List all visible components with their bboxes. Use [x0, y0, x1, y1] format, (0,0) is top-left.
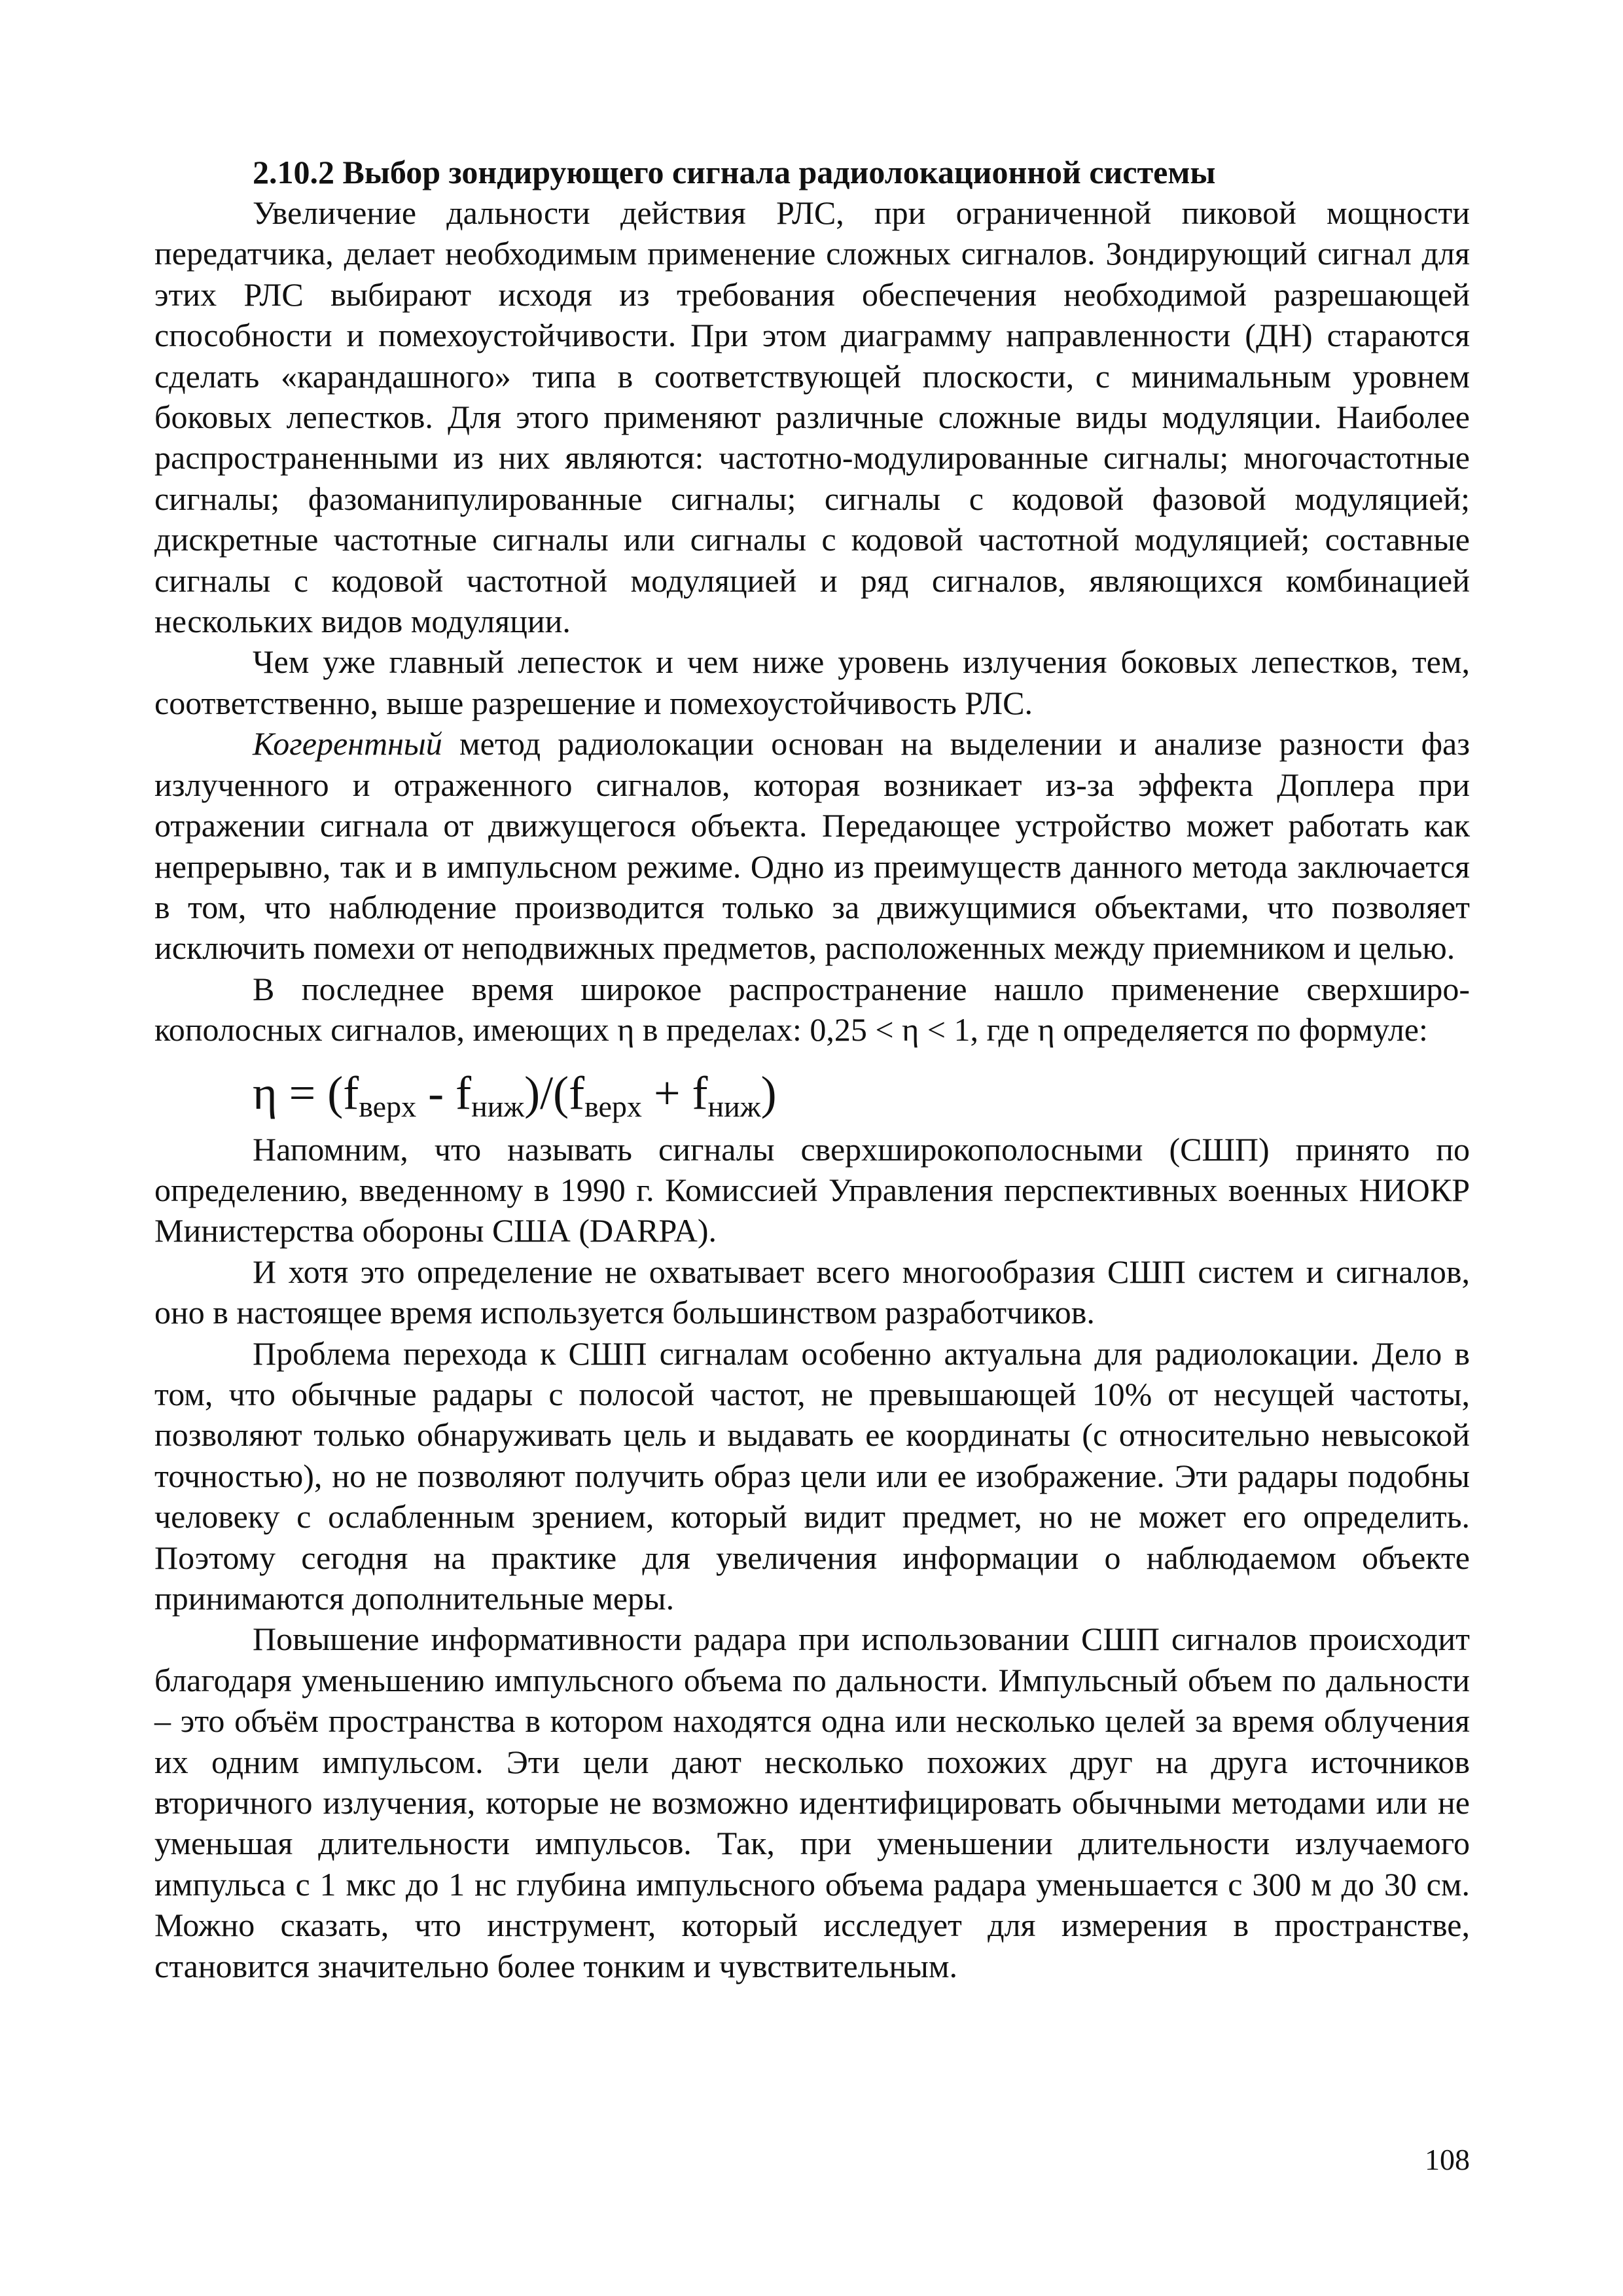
paragraph-4: В последнее время широкое распространение нашло применение сверхширокополосных сигналов, имеющих η в пределах: 0,25 < η < 1, где η определяется по формуле:	[154, 970, 1470, 1049]
paragraph-1: Увеличение дальности действия РЛС, при ограниченной пиковой мощности передатчика, делает необходимым применение сложных сигналов. Зондирующий сигнал для этих РЛС выбирают исходя из требования обеспечения необходимой разрешающей способности и помехоустойчивости. При этом диаграмму направленности (ДН) стараются сделать «карандашного» типа в соответствующей плоскости, с минимальным уровнем боковых лепестков. Для этого применяют различные сложные виды модуляции. Наиболее распространенными из них являются: частотно-модулированные сигналы; многочастотные сигналы; фазоманипулированные сигналы; сигналы с кодовой фазовой модуляцией; дискретные частотные сигналы или сигналы с кодовой частотной модуляцией; составные сигналы с кодовой частотной модуляцией и ряд сигналов, являющихся комбинацией нескольких видов модуляции.	[154, 194, 1470, 640]
formula-minus: -	[416, 1066, 456, 1119]
paragraph-6: И хотя это определение не охватывает всего многообразия СШП систем и сигналов, оно в настоящее время используется большинством разработчиков.	[154, 1253, 1470, 1331]
formula-close: )	[760, 1066, 777, 1119]
paragraph-2: Чем уже главный лепесток и чем ниже уровень излучения боковых лепестков, тем, соответственно, выше разрешение и помехоустойчивость РЛС.	[154, 643, 1470, 721]
paragraph-8: Повышение информативности радара при использовании СШП сигналов происходит благодаря уменьшению импульсного объема по дальности. Импульсный объем по дальности – это объём пространства в котором находятся одна или несколько целей за время облучения их одним импульсом. Эти цели дают несколько похожих друг на друга источников вторичного излучения, которые не возможно идентифицировать обычными методами или не уменьшая длительности импульсов. Так, при уменьшении длительности излучаемого импульса с 1 мкс до 1 нс глубина импульсного объема радара уменьшается с 300 м до 30 см. Можно сказать, что инструмент, который исследует для измерения в пространстве, становится значительно более тонким и чувствительным.	[154, 1621, 1470, 1984]
paragraph-5: Напомним, что называть сигналы сверхширокополосными (СШП) принято по определению, введенному в 1990 г. Комиссией Управления перспективных военных НИОКР Министерства обороны США (DARPA).	[154, 1130, 1470, 1249]
formula-sub-upper-2: верх	[584, 1089, 642, 1123]
formula-f-lower-1: f	[455, 1066, 472, 1119]
formula-mid: )/(	[524, 1066, 569, 1119]
formula-eta: η	[253, 1066, 277, 1119]
formula-eq: = (	[277, 1066, 344, 1119]
formula-f-lower-2: f	[692, 1066, 708, 1119]
formula-plus: +	[641, 1066, 692, 1119]
formula-sub-lower-1: ниж	[471, 1089, 525, 1123]
paragraph-3	[154, 723, 1470, 968]
formula-sub-lower-2: ниж	[707, 1089, 761, 1123]
section-heading: 2.10.2 Выбор зондирующего сигнала радиолокационной системы	[253, 154, 1216, 190]
coherent-term: Когерентный	[253, 725, 442, 762]
paragraph-7: Проблема перехода к СШП сигналам особенно актуальна для радиолокации. Дело в том, что обычные радары с полосой частот, не превышающей 10% от несущей частоты, позволяют только обнаруживать цель и выдавать ее координаты (с относительно невысокой точностью), но не позволяют получить образ цели или ее изображение. Эти радары подобны человеку с ослабленным зрением, который видит предмет, но не может его определить. Поэтому сегодня на практике для увеличения информации о наблюдаемом объекте принимаются дополнительные меры.	[154, 1335, 1470, 1617]
formula-f-upper-1: f	[343, 1066, 359, 1119]
paragraph-3-text: метод радиолокации основан на выделении и анализе разности фаз излученного и отраженного сигналов, которая возникает из-за эффекта Доплера при отражении сигнала от движущегося объекта. Передающее устройство может работать как непрерывно, так и в импульсном режиме. Одно из преимуществ данного метода заключается в том, что наблюдение производится только за движущимися объектами, что позволяет исключить помехи от неподвижных предметов, расположенных между приемником и целью.	[154, 725, 1470, 967]
formula-sub-upper-1: верх	[359, 1089, 417, 1123]
page-number: 108	[1425, 2143, 1470, 2176]
uwb-formula	[154, 1057, 1470, 1129]
formula-f-upper-2: f	[569, 1066, 585, 1119]
document-page	[154, 152, 1470, 1986]
